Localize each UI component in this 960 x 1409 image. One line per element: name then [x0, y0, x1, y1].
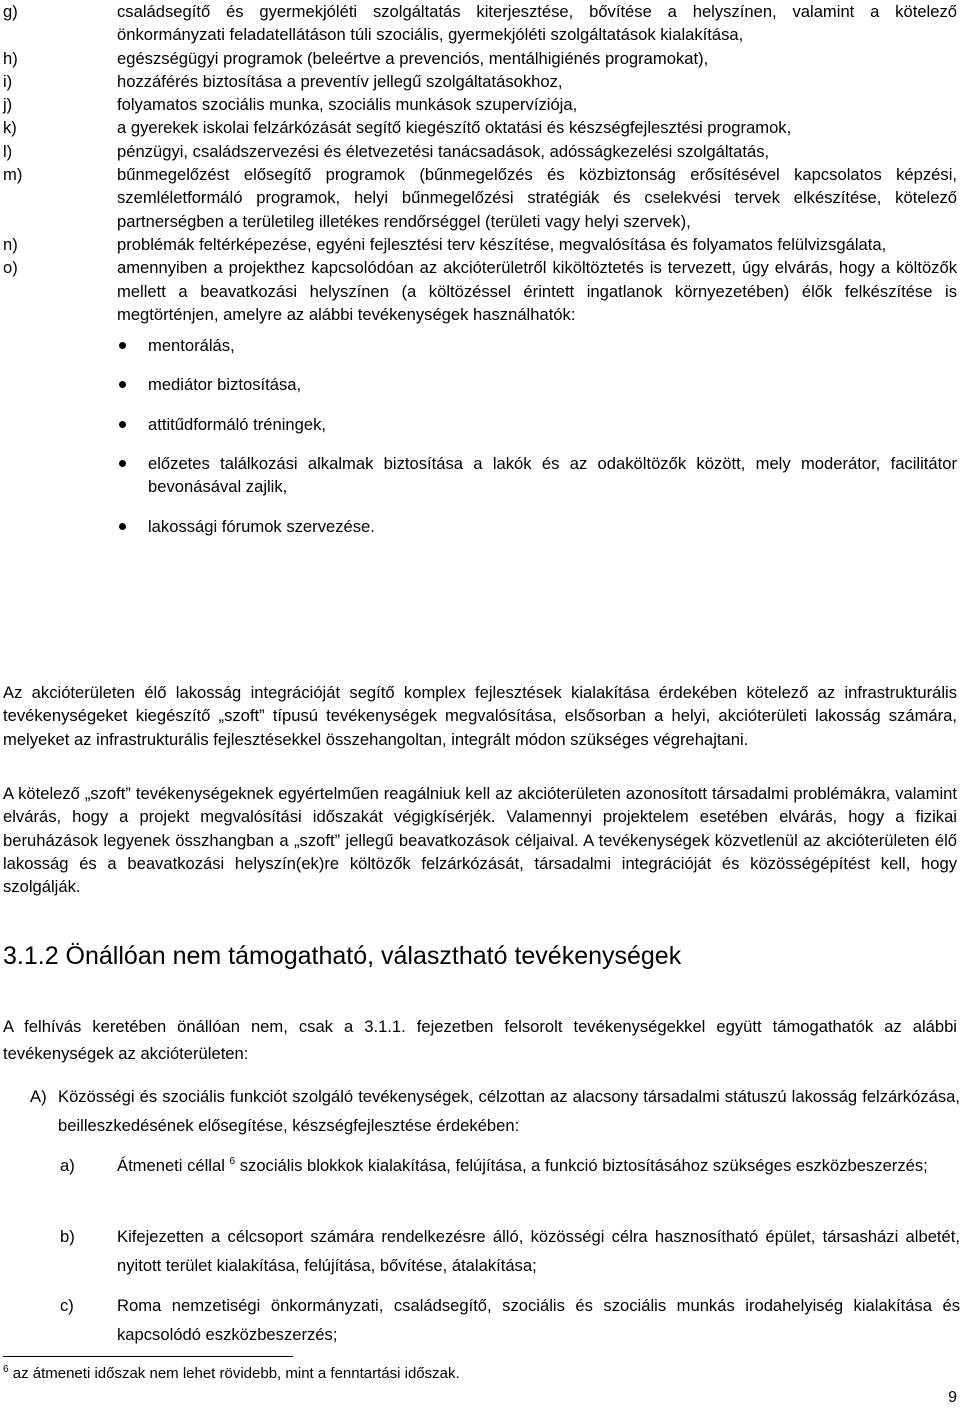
- bullet-list: [117, 334, 960, 538]
- bullet-text: mentorálás,: [148, 336, 235, 356]
- list-item: [0, 256, 960, 326]
- list-item: [0, 233, 960, 256]
- section-a: [0, 1082, 960, 1140]
- list-text: pénzügyi, családszervezési és életvezetési tanácsadások, adósságkezelési szolgáltatás,: [117, 141, 770, 161]
- footnote-text: az átmeneti időszak nem lehet rövidebb, mint a fenntartási időszak.: [12, 1365, 460, 1382]
- bullet-text: attitűdformáló tréningek,: [148, 414, 327, 434]
- list-item: [0, 116, 960, 139]
- bullet-item: [117, 452, 960, 499]
- bullet-text: előzetes találkozási alkalmak biztosítása a lakók és az odaköltözők között, mely moderátor, facilitátor bevonásával zajlik,: [148, 454, 957, 497]
- footnote-reference[interactable]: 6: [229, 1156, 236, 1167]
- bullet-item: [117, 373, 960, 396]
- bullet-dot-icon: [119, 460, 126, 467]
- bullet-dot-icon: [119, 381, 126, 388]
- list-label: g): [3, 2, 18, 21]
- body-paragraph: [0, 681, 960, 751]
- list-item: [0, 0, 960, 47]
- sub-item-text-continued: szociális blokkok kialakítása, felújítása, a funkció biztosításához szükséges eszközbeszerzés;: [235, 1156, 928, 1175]
- sub-item-label: a): [60, 1156, 75, 1175]
- bullet-text: mediátor biztosítása,: [148, 375, 302, 395]
- footnote-separator: [3, 1356, 293, 1357]
- list-text: egészségügyi programok (beleértve a prevenciós, mentálhigiénés programokat),: [117, 48, 709, 68]
- sub-item-text: Roma nemzetiségi önkormányzati, családsegítő, szociális és szociális munkás irodahelyiség kialakítása és kapcsolódó eszközbeszerzés;: [117, 1296, 960, 1344]
- list-label: o): [3, 258, 18, 278]
- list-item: [0, 140, 960, 163]
- sub-item-label: b): [60, 1227, 75, 1246]
- list-label: i): [3, 71, 13, 91]
- section-heading: 3.1.2 Önállóan nem támogatható, választható tevékenységek: [3, 942, 682, 970]
- bullet-item: [117, 515, 960, 538]
- page-number: 9: [948, 1389, 957, 1406]
- sub-item: [0, 1291, 960, 1349]
- list-label: n): [3, 234, 18, 254]
- list-label: m): [3, 165, 23, 185]
- footnote: [3, 1364, 903, 1384]
- body-paragraph: [0, 782, 960, 898]
- section-a-text: Közösségi és szociális funkciót szolgáló tevékenységek, célzottan az alacsony társadalmi státuszú lakosság felzárkózása, beilleszkedésének elősegítése, készségfejlesztése érdekében:: [58, 1087, 960, 1135]
- bullet-dot-icon: [119, 421, 126, 428]
- sub-item: [0, 1222, 960, 1280]
- list-item: [0, 163, 960, 233]
- list-text: családsegítő és gyermekjóléti szolgáltatás kiterjesztése, bővítése a helyszínen, valamint a kötelező önkormányzati feladatellátáson túli szociális, gyermekjóléti szolgáltatások kialakítása,: [117, 2, 957, 45]
- list-text: hozzáférés biztosítása a preventív jellegű szolgáltatásokhoz,: [117, 71, 563, 91]
- list-item: [0, 93, 960, 116]
- sub-item-text: Kifejezetten a célcsoport számára rendelkezésre álló, közösségi célra hasznosítható épület, társasházi albetét, nyitott terület kialakítása, felújítása, bővítése, átalakítása;: [117, 1227, 960, 1275]
- bullet-text: lakossági fórumok szervezése.: [148, 516, 375, 536]
- bullet-item: [117, 413, 960, 436]
- list-text: problémák feltérképezése, egyéni fejlesztési terv készítése, megvalósítása és folyamatos felülvizsgálata,: [117, 234, 887, 254]
- activity-list: [0, 0, 960, 554]
- section-a-label: A): [30, 1087, 47, 1106]
- sub-item-label: c): [60, 1296, 74, 1315]
- list-item: [0, 47, 960, 70]
- list-text: folyamatos szociális munka, szociális munkások szupervíziója,: [117, 95, 578, 115]
- bullet-dot-icon: [119, 342, 126, 349]
- paragraph-text: A kötelező „szoft” tevékenységeknek egyértelműen reagálniuk kell az akcióterületen azonosított társadalmi problémákra, valamint elvárás, hogy a projekt megvalósítási időszakát végigkísérjék. Valamennyi projektelem esetében elvárás, hogy a fizikai beruházások legyenek összhangban a „szoft” jellegű beavatkozások céljaival. A tevékenységek közvetlenül az akcióterületen élő lakosság és a beavatkozási helyszín(ek)re költözők felzárkózását, társadalmi integrációját és közösségépítést kell, hogy szolgálják.: [3, 784, 957, 897]
- list-text: a gyerekek iskolai felzárkózását segítő kiegészítő oktatási és készségfejlesztési programok,: [117, 118, 792, 138]
- intro-text: A felhívás keretében önállóan nem, csak a 3.1.1. fejezetben felsorolt tevékenységekkel együtt támogathatók az alábbi tevékenységek az akcióterületen:: [3, 1017, 957, 1063]
- sub-item-text: Átmeneti céllal: [117, 1156, 225, 1175]
- list-text: bűnmegelőzést elősegítő programok (bűnmegelőzés és közbiztonság erősítésével kapcsolatos képzési, szemléletformáló programok, helyi bűnmegelőzési stratégiák és cselekvési tervek elkészítése, kötelező partnerségben a területileg illetékes rendőrséggel (területi vagy helyi szervek),: [117, 165, 957, 231]
- list-text: amennyiben a projekthez kapcsolódóan az akcióterületről kiköltöztetés is tervezett, úgy elvárás, hogy a költözők mellett a beavatkozási helyszínen (a költözéssel érintett ingatlanok környezetében) élők felkészítése is megtörténjen, amelyre az alábbi tevékenységek használhatók:: [117, 258, 957, 324]
- list-label: j): [3, 95, 13, 115]
- sub-item: [0, 1151, 960, 1180]
- list-item: [0, 70, 960, 93]
- list-label: k): [3, 118, 17, 138]
- list-label: l): [3, 141, 13, 161]
- bullet-dot-icon: [119, 523, 126, 530]
- list-label: h): [3, 48, 18, 68]
- footnote-mark: 6: [3, 1364, 9, 1375]
- bullet-item: [117, 334, 960, 357]
- intro-paragraph: [0, 1013, 960, 1067]
- paragraph-text: Az akcióterületen élő lakosság integrációját segítő komplex fejlesztések kialakítása érdekében kötelező az infrastrukturális tevékenységeket kiegészítő „szoft” típusú tevékenységek megvalósítása, elsősorban a helyi, akcióterületi lakosság számára, melyeket az infrastrukturális fejlesztésekkel összehangoltan, integrált módon szükséges végrehajtani.: [3, 683, 957, 749]
